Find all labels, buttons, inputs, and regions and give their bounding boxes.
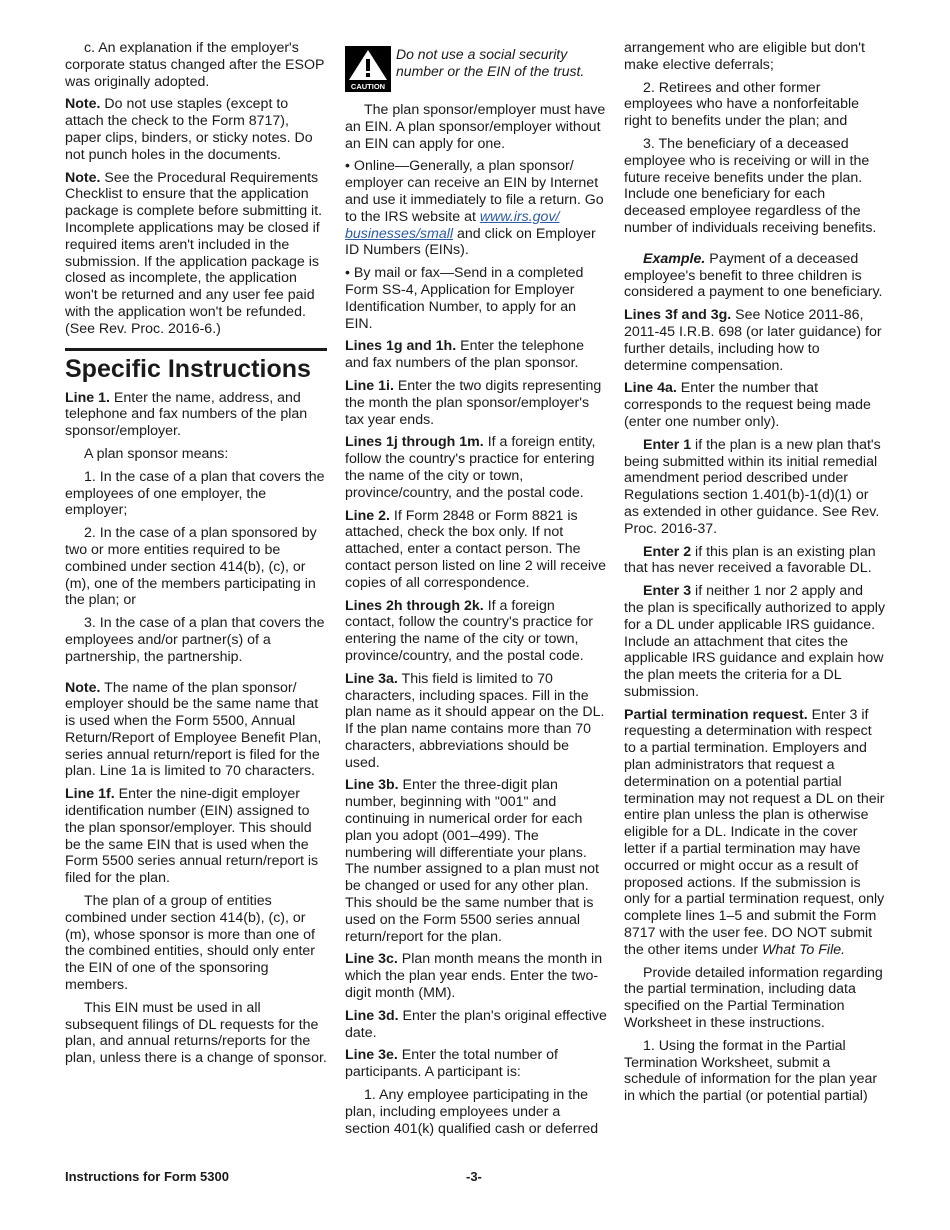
- line-text: Enter the three-digit plan number, beginning with "001" and continuing in numerical order for each plan you adopt (001–499). The numbering will differentiate your plans. The number assigned to a plan must not be changed or used for any other plan. This should be the same number that is used on the Form 5500 series annual return/report for the plan.: [345, 777, 599, 945]
- line-label: Lines 2h through 2k.: [345, 597, 484, 614]
- note-text: Do not use staples (except to attach the check to the Form 8717), paper clips, binders, or sticky notes. Do not punch holes in the documents.: [65, 96, 313, 163]
- line3f-paragraph: [624, 307, 886, 374]
- provide-paragraph: Provide detailed information regarding the partial termination, including data specified on the Partial Termination Worksheet in these instructions.: [624, 964, 883, 1032]
- enter2-paragraph: [624, 544, 886, 578]
- line-label: Line 3d.: [345, 1007, 399, 1024]
- note-text: The name of the plan sponsor/ employer should be the same name that is used when the Form 5500, Annual Return/Report of Employee Benefit Plan, series annual return/report is filed for the plan. Line 1a is limited to 70 characters.: [65, 679, 322, 780]
- enter-text: if this plan is an existing plan that has never received a favorable DL.: [624, 543, 876, 577]
- partial-label: Partial termination request.: [624, 706, 808, 723]
- line-label: Line 3e.: [345, 1047, 398, 1064]
- partial-termination-paragraph: [624, 707, 886, 959]
- line3d-paragraph: [345, 1008, 607, 1042]
- sponsor-means: A plan sponsor means:: [84, 445, 229, 462]
- column-left: [65, 40, 327, 1073]
- note-label: Note.: [65, 679, 101, 696]
- list-item: 3. In the case of a plan that covers the employees and/or partner(s) of a partnership, the partnership.: [65, 615, 325, 665]
- online-bullet: [345, 158, 607, 259]
- line-text: Enter the plan's original effective date.: [345, 1007, 607, 1041]
- ein-paragraph: This EIN must be used in all subsequent filings of DL requests for the plan, and annual returns/reports for the plan, unless there is a change of sponsor.: [65, 999, 327, 1067]
- enter-text: if neither 1 nor 2 apply and the plan is specifically authorized to apply for a DL under applicable IRS guidance. Include an attachment that cites the applicable IRS guidance and explain how the plan meets the criteria for a DL submission.: [624, 583, 886, 700]
- list-item: 3. The beneficiary of a deceased employee who is receiving or will in the future receive benefits under the plan. Include one beneficiary for each deceased employee regardless of the number of individuals receiving benefits.: [624, 135, 877, 236]
- line-label: Lines 1g and 1h.: [345, 338, 457, 355]
- note-label: Note.: [65, 96, 101, 113]
- line3c-paragraph: [345, 951, 607, 1001]
- line2h-paragraph: [345, 598, 607, 665]
- footer-page-number: -3-: [466, 1169, 482, 1184]
- list-item: 2. In the case of a plan sponsored by two or more entities required to be combined under section 414(b), (c), or (m), one of the members participating in the plan; or: [65, 525, 317, 609]
- section-heading: Specific Instructions: [65, 348, 327, 384]
- line-label: Line 1.: [65, 389, 110, 406]
- line-text: This field is limited to 70 characters, including spaces. Fill in the plan name as it should appear on the DL. If the plan name contains more than 70 characters, abbreviations should be used.: [345, 670, 605, 771]
- line-text: Enter the name, address, and telephone and fax numbers of the plan sponsor/employer.: [65, 389, 308, 440]
- list-item: 1. In the case of a plan that covers the employees of one employer, the employer;: [65, 468, 325, 519]
- line-text: Enter the telephone and fax numbers of the plan sponsor.: [345, 338, 584, 372]
- line-text: Enter the nine-digit employer identification number (EIN) assigned to the plan sponsor/employer. This should be the same EIN that is used when the Form 5500 series annual return/report is filed for the plan.: [65, 786, 319, 887]
- list-item: 1. Any employee participating in the plan, including employees under a section 401(k) qualified cash or deferred: [345, 1087, 599, 1137]
- line-label: Line 1i.: [345, 377, 394, 394]
- line-text: If a foreign contact, follow the country's practice for entering the name of the city or town, province/country, and the postal code.: [345, 597, 593, 664]
- line2-paragraph: [345, 508, 607, 592]
- line1f-paragraph: [65, 786, 327, 887]
- note-label: Note.: [65, 169, 101, 186]
- enter3-paragraph: [624, 583, 886, 701]
- line-label: Line 1f.: [65, 786, 115, 803]
- line-text: Enter the two digits representing the month the plan sponsor/employer's tax year ends.: [345, 377, 602, 428]
- line1-paragraph: [65, 390, 327, 440]
- line3a-paragraph: [345, 671, 607, 772]
- enter1-paragraph: [624, 437, 886, 538]
- line-label: Line 2.: [345, 507, 390, 524]
- online-text: • Online—Generally, a plan sponsor/ employer can receive an EIN by Internet and use it immediately to file a return. Go to the IRS website at: [345, 158, 604, 225]
- line-label: Line 4a.: [624, 380, 677, 397]
- line1g-paragraph: [345, 338, 607, 372]
- mail-bullet: • By mail or fax—Send in a completed Form SS-4, Application for Employer Identification Number, to apply for an EIN.: [345, 265, 584, 332]
- line4a-paragraph: [624, 380, 886, 430]
- example-label: Example.: [643, 250, 706, 267]
- line-text: If a foreign entity, follow the country's practice for entering the name of the city or town, province/country, and the postal code.: [345, 434, 596, 501]
- note-checklist: [65, 170, 327, 338]
- line-label: Lines 3f and 3g.: [624, 307, 732, 324]
- note-text: See the Procedural Requirements Checklist to ensure that the application package is complete before submitting it. Incomplete applications may be closed if required items aren't included in the submission. If the application package is closed as incomplete, the application won't be returned and any user fee paid with the application won't be refunded. (See Rev. Proc. 2016-6.): [65, 169, 323, 337]
- caution-icon: [345, 46, 391, 92]
- partial-text: Enter 3 if requesting a determination with respect to a partial termination. Employers and plan administrators that request a determination on a potential partial termination may not request a DL on their entire plan unless the plan is otherwise eligible for a DL. Indicate in the cover letter if a partial termination may have occurred or might occur as a result of proposed actions. If the submission is only for a partial termination request, only complete lines 1–5 and submit the Form 8717 with the user fee. DO NOT submit the other items under: [624, 706, 885, 958]
- example-text: Payment of a deceased employee's benefit to three children is considered a payment to one beneficiary.: [624, 250, 883, 301]
- footer-form-title: Instructions for Form 5300: [65, 1169, 229, 1184]
- enter-text: if the plan is a new plan that's being submitted within its initial remedial amendment period described under Regulations section 1.401(b)-1(d)(1) or as extended in other guidance. See Rev. Proc. 2016-37.: [624, 436, 881, 537]
- online-text-2: and click on Employer ID Numbers (EINs).: [345, 225, 596, 259]
- column-middle: [345, 40, 607, 1143]
- paragraph-esop: c. An explanation if the employer's corporate status changed after the ESOP was originally adopted.: [65, 40, 325, 90]
- enter-label: Enter 2: [643, 543, 692, 560]
- note-plan-name: [65, 680, 327, 781]
- caution-text: Do not use a social security number or the EIN of the trust.: [396, 46, 585, 79]
- note-staples: [65, 96, 327, 163]
- line-label: Line 3c.: [345, 951, 398, 968]
- continued-paragraph: arrangement who are eligible but don't make elective deferrals;: [624, 40, 865, 73]
- line-label: Line 3b.: [345, 777, 399, 794]
- list-item: 2. Retirees and other former employees who have a nonforfeitable right to benefits under the plan; and: [624, 79, 860, 130]
- caution-label: CAUTION: [350, 82, 386, 91]
- column-right: [624, 40, 886, 1111]
- enter-label: Enter 1: [643, 436, 692, 453]
- partial-italic: What To File.: [762, 941, 846, 958]
- line-text: Plan month means the month in which the plan year ends. Enter the two-digit month (MM).: [345, 951, 603, 1002]
- line-label: Lines 1j through 1m.: [345, 434, 484, 451]
- list-item: 1. Using the format in the Partial Termination Worksheet, submit a schedule of information for the plan year in which the partial (or potential partial): [624, 1037, 878, 1105]
- enter-label: Enter 3: [643, 583, 692, 600]
- line-text: Enter the total number of participants. A participant is:: [345, 1047, 558, 1081]
- line3b-paragraph: [345, 777, 607, 945]
- irs-website-link[interactable]: www.irs.gov/ businesses/small: [345, 208, 560, 242]
- line-text: Enter the number that corresponds to the request being made (enter one number only).: [624, 380, 871, 430]
- line-text: If Form 2848 or Form 8821 is attached, check the box only. If not attached, enter a contact person. The contact person listed on line 2 will receive copies of all correspondence.: [345, 507, 607, 591]
- group-paragraph: The plan of a group of entities combined under section 414(b), (c), or (m), whose sponsor is more than one of the combined entities, should only enter the EIN of one of the sponsoring members.: [65, 893, 316, 994]
- line-text: See Notice 2011-86, 2011-45 I.R.B. 698 (or later guidance) for further details, including how to determine compensation.: [624, 307, 882, 374]
- sponsor-ein: The plan sponsor/employer must have an EIN. A plan sponsor/employer without an EIN can apply for one.: [345, 102, 606, 152]
- caution-callout: [345, 46, 607, 92]
- line3e-paragraph: [345, 1047, 607, 1081]
- line1i-paragraph: [345, 378, 607, 428]
- line1j-paragraph: [345, 434, 607, 501]
- line-label: Line 3a.: [345, 670, 398, 687]
- example-paragraph: [624, 251, 886, 301]
